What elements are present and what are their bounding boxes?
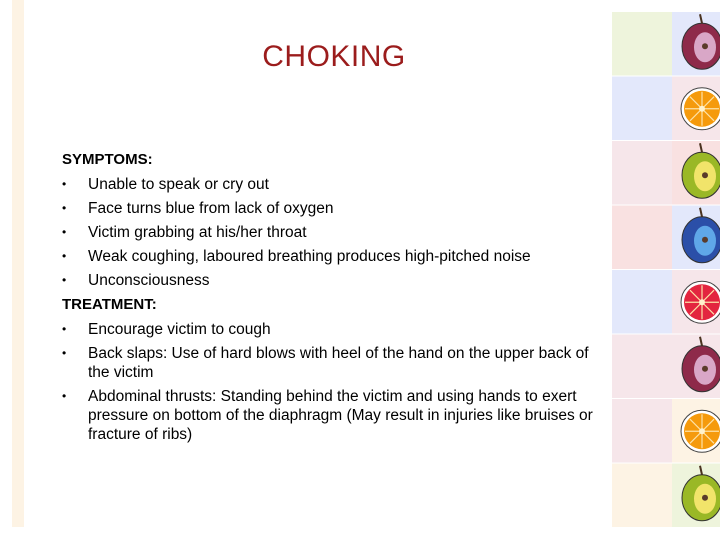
slide-content xyxy=(62,150,610,449)
list-item: • Abdominal thrusts: Standing behind the victim and using hands to exert pressure on bottom of the diaphragm (May result in injuries like bruises or fracture of ribs) xyxy=(62,388,593,443)
bullet-icon: • xyxy=(62,225,67,239)
panel-cell xyxy=(612,270,672,334)
panel-cell xyxy=(612,206,672,270)
bullet-icon: • xyxy=(62,177,67,191)
fruit-panel-graphics xyxy=(612,12,720,528)
panel-cell xyxy=(612,12,672,76)
bullet-icon: • xyxy=(62,201,67,215)
orange-slice-icon xyxy=(681,410,720,452)
panel-cell xyxy=(612,141,672,205)
list-item: • Back slaps: Use of hard blows with heel of the hand on the upper back of the victim xyxy=(62,345,589,381)
left-decorative-bar xyxy=(12,0,24,527)
bullet-icon: • xyxy=(62,322,67,336)
treatment-heading: TREATMENT: xyxy=(62,296,157,313)
panel-cell xyxy=(612,399,672,463)
list-item: • Encourage victim to cough xyxy=(62,321,271,338)
red-citrus-slice-icon xyxy=(681,281,720,323)
bullet-icon: • xyxy=(62,346,67,360)
bullet-icon: • xyxy=(62,273,67,287)
bullet-icon: • xyxy=(62,249,67,263)
orange-slice-icon xyxy=(681,88,720,130)
panel-cell xyxy=(612,335,672,399)
list-item: • Unable to speak or cry out xyxy=(62,176,269,193)
treatment-list xyxy=(62,320,610,444)
list-item: • Unconsciousness xyxy=(62,272,210,289)
list-item: • Weak coughing, laboured breathing produces high-pitched noise xyxy=(62,248,531,265)
panel-cell xyxy=(612,77,672,141)
list-item: • Victim grabbing at his/her throat xyxy=(62,224,307,241)
symptoms-list xyxy=(62,175,610,290)
bullet-icon: • xyxy=(62,389,67,403)
panel-cell xyxy=(612,464,672,528)
decorative-fruit-panel xyxy=(612,12,720,528)
list-item: • Face turns blue from lack of oxygen xyxy=(62,200,334,217)
slide-title: CHOKING xyxy=(262,40,406,73)
symptoms-heading: SYMPTOMS: xyxy=(62,151,153,168)
